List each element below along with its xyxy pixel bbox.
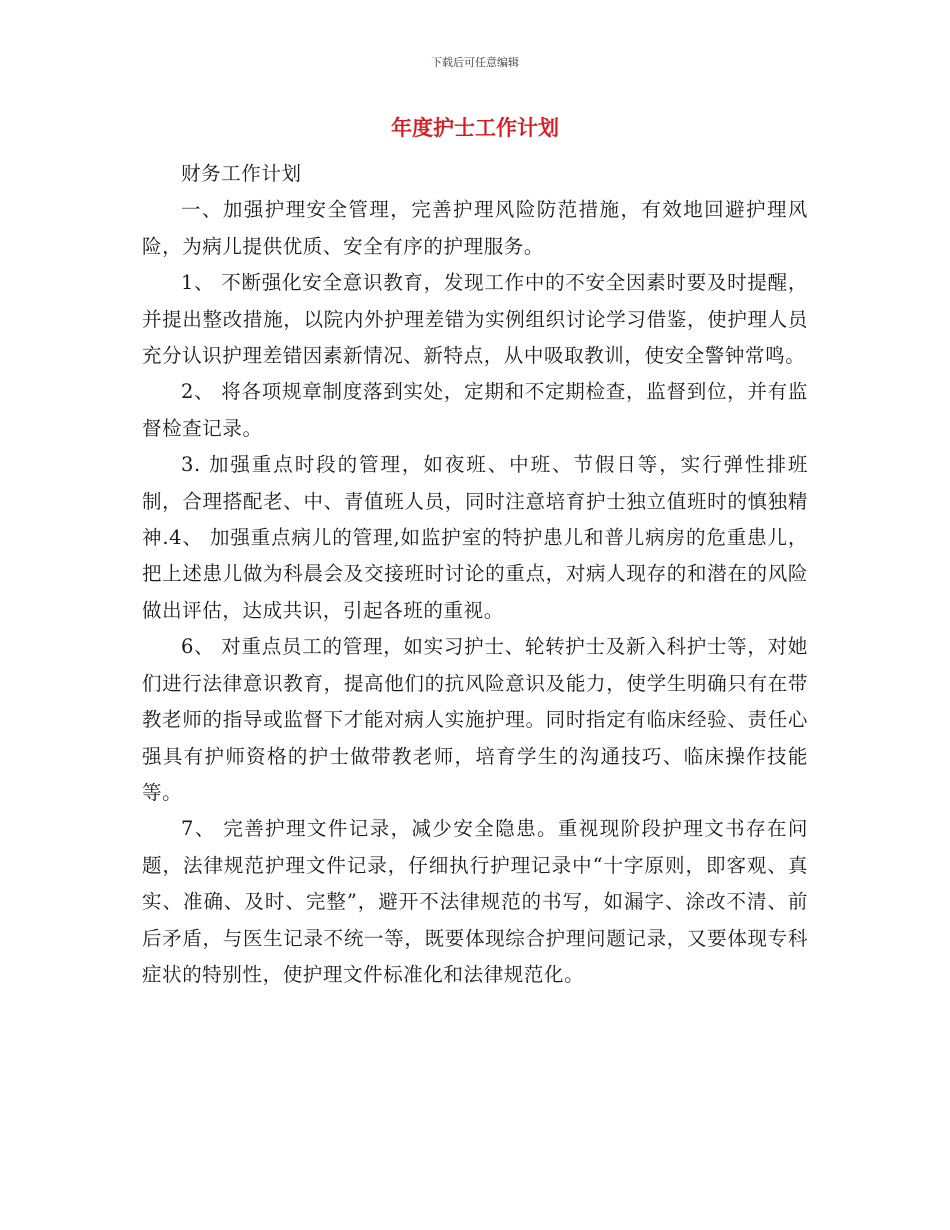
paragraph-item-1: 1、 不断强化安全意识教育，发现工作中的不安全因素时要及时提醒，并提出整改措施，以院内外护理差错为实例组织讨论学习借鉴，使护理人员充分认识护理差错因素新情况、新特点，从中吸取教训，使安全警钟常鸣。 — [142, 271, 808, 368]
paragraph-safety-management: 一、加强护理安全管理，完善护理风险防范措施，有效地回避护理风险，为病儿提供优质、安全有序的护理服务。 — [142, 198, 808, 258]
paragraph-item-6: 6、 对重点员工的管理，如实习护士、轮转护士及新入科护士等，对她们进行法律意识教育，提高他们的抗风险意识及能力，使学生明确只有在带教老师的指导或监督下才能对病人实施护理。同时指定有临床经验、责任心强具有护师资格的护士做带教老师，培育学生的沟通技巧、临床操作技能等。 — [142, 635, 808, 804]
paragraph-item-2: 2、 将各项规章制度落到实处，定期和不定期检查，监督到位，并有监督检查记录。 — [142, 380, 808, 440]
document-title: 年度护士工作计划 — [391, 116, 559, 140]
section-heading-finance: 财务工作计划 — [181, 162, 302, 185]
document-body — [142, 156, 808, 993]
page-header-note: 下载后可任意编辑 — [431, 56, 519, 69]
paragraph-item-3-4: 3. 加强重点时段的管理，如夜班、中班、节假日等，实行弹性排班制，合理搭配老、中、青值班人员，同时注意培育护士独立值班时的慎独精神.4、 加强重点病儿的管理,如监护室的特护患儿和普儿病房的危重患儿，把上述患儿做为科晨会及交接班时讨论的重点，对病人现存的和潜在的风险做出评估，达成共识，引起各班的重视。 — [142, 453, 808, 622]
paragraph-item-7: 7、 完善护理文件记录，减少安全隐患。重视现阶段护理文书存在问题，法律规范护理文件记录，仔细执行护理记录中“十字原则，即客观、真实、准确、及时、完整”，避开不法律规范的书写，如漏字、涂改不清、前后矛盾，与医生记录不统一等，既要体现综合护理问题记录，又要体现专科症状的特别性，使护理文件标准化和法律规范化。 — [142, 817, 808, 986]
